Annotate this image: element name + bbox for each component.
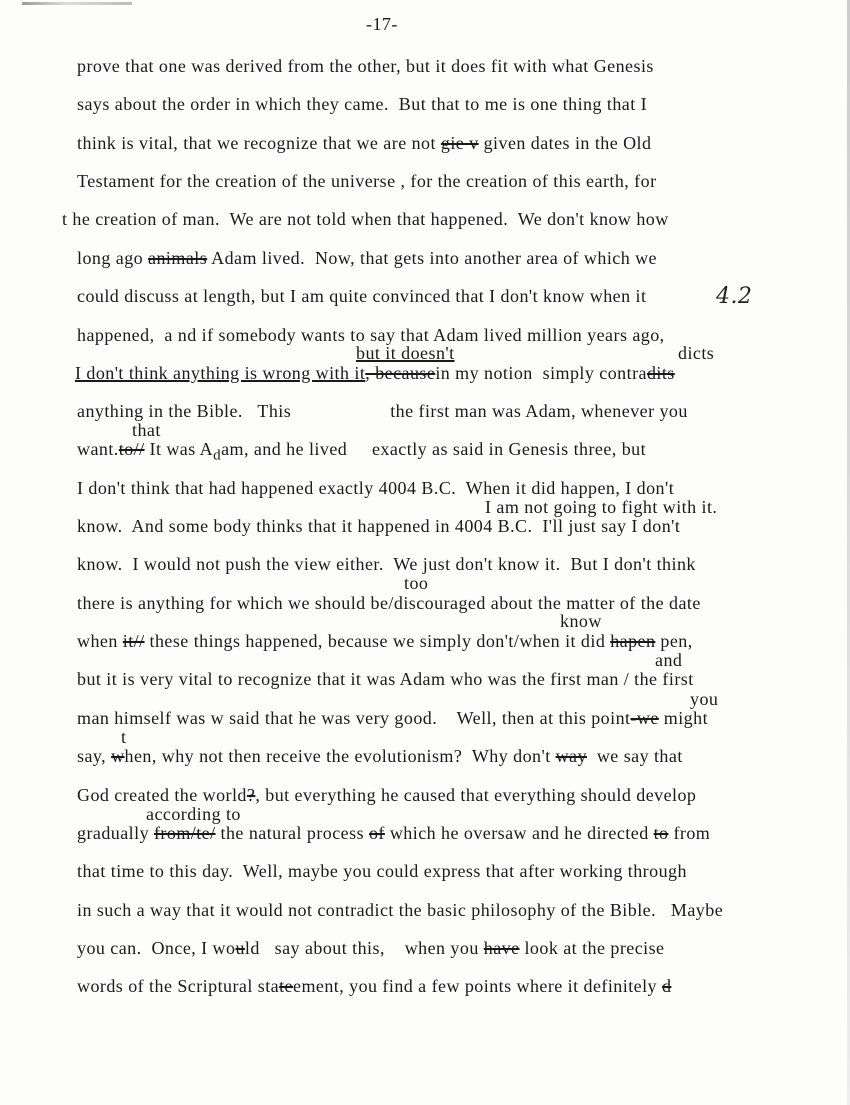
insertion: know [560,611,602,631]
text: say, [77,746,112,766]
text: ld say about this, when you [244,938,484,958]
strikeout: it// [122,631,145,651]
text: , but everything he caused that everything should develop [255,785,697,805]
text: pen, [655,631,693,651]
text: might [658,708,709,728]
strikeout: gie v [440,133,479,153]
text: think is vital, that we recognize that we are not [77,133,441,153]
text: look at the precise [519,938,665,958]
text-line: know. And some body thinks that it happened in 4004 B.C. I'll just say I don't [77,516,681,536]
strikeout: -we [630,708,659,728]
insertion: but it doesn't [356,343,455,363]
text: God created the world [77,785,247,805]
strikeout: u [235,938,245,958]
text-line: Testament for the creation of the universe , for the creation of this earth, for [77,171,657,191]
insertion: according to [146,804,241,824]
subscript: d [213,447,222,464]
text: when [77,631,123,651]
strikeout: animals [148,248,208,268]
text-line: could discuss at length, but I am quite convinced that I don't know when it [77,286,647,306]
strikeout: ? [246,785,256,805]
text-line: that time to this day. Well, maybe you could express that after working through [77,861,687,881]
scan-artifact [22,2,132,5]
text: words of the Scriptural sta [77,976,280,996]
text-line [77,439,646,466]
text-line [77,746,683,766]
text-line: happened, a nd if somebody wants to say that Adam lived million years ago, [77,325,665,345]
strikeout: dits [646,363,675,383]
text: man himself was w said that he was very good. Well, then at this point [77,708,631,728]
text: the natural process [215,823,369,843]
text-line: anything in the Bible. This the first man was Adam, whenever you [77,401,688,421]
insertion: I am not going to fight with it. [485,497,718,517]
text-line [77,133,651,153]
text: long ago [77,248,149,268]
strikeout: to// [118,439,145,459]
text-line [77,785,696,805]
strikeout: to [653,823,669,843]
text-line [77,248,657,268]
text-line [75,363,675,383]
insertion: you [690,689,719,709]
strikeout: , because [365,363,436,383]
text: am, and he lived exactly as said in Genesis three, but [221,439,647,459]
strikeout: have [483,938,520,958]
text: we say that [586,746,683,766]
strikeout: way [555,746,587,766]
text-line: know. I would not push the view either. We just don't know it. But I don't think [77,554,696,574]
text-line: says about the order in which they came. But that to me is one thing that I [77,94,648,114]
text-line [77,976,671,996]
text: It was A [144,439,214,459]
text-line: there is anything for which we should be/discouraged about the matter of the date [77,593,701,613]
text: from [668,823,711,843]
text-line: in such a way that it would not contradict the basic philosophy of the Bible. Maybe [77,900,724,920]
text-line [77,708,708,728]
insertion: that [132,420,161,440]
strikeout: w [111,746,125,766]
text: which he oversaw and he directed [384,823,654,843]
text-line: I don't think that had happened exactly 4004 B.C. When it did happen, I don't [77,478,675,498]
insertion: too [404,573,429,593]
insertion: and [655,650,683,670]
strikeout: d [661,976,672,996]
text-line: prove that one was derived from the other, but it does fit with what Genesis [77,56,654,76]
insertion: t [121,727,127,747]
strikeout: of [368,823,385,843]
handwritten-margin-note: 4.2 [716,284,753,309]
text-line [77,938,664,958]
text: gradually [77,823,154,843]
strikeout: te [279,976,293,996]
text-line: t he creation of man. We are not told when that happened. We don't know how [62,209,669,229]
text: these things happened, because we simply don't/when it did [144,631,611,651]
text: ement, you find a few points where it definitely [293,976,662,996]
text: given dates in the Old [478,133,652,153]
insertion: dicts [678,343,715,363]
text: hen, why not then receive the evolutionism? Why don't [124,746,556,766]
text-line [77,823,710,843]
strikeout: hapen [610,631,656,651]
text: Adam lived. Now, that gets into another area of which we [207,248,657,268]
strikeout: from/te/ [153,823,216,843]
text-line: but it is very vital to recognize that it was Adam who was the first man / the first [77,669,694,689]
text: you can. Once, I wo [77,938,236,958]
text-line [77,631,693,651]
text: in my notion simply contra [435,363,647,383]
page-number: -17- [366,14,398,34]
text: want. [77,439,119,459]
underlined-text: I don't think anything is wrong with it [75,363,366,383]
